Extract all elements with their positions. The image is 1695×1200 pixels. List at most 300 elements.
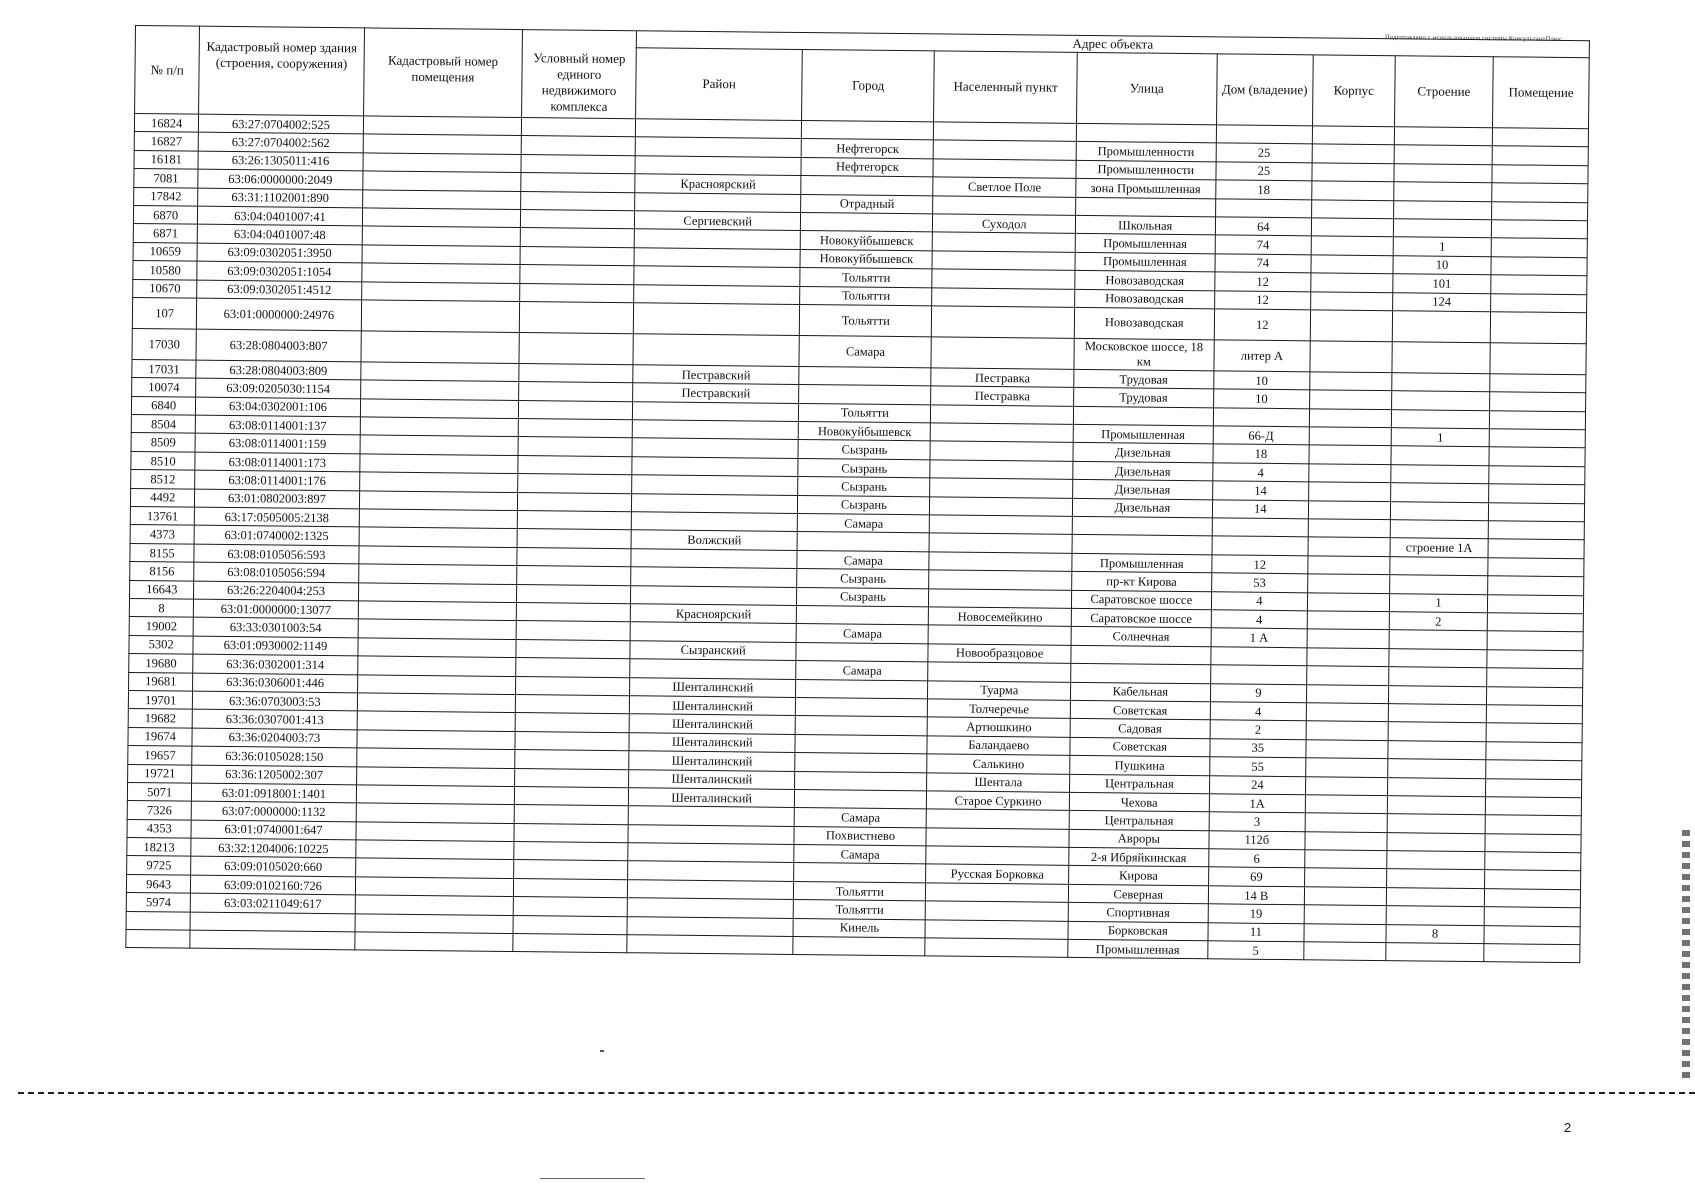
city-cell: Тольятти bbox=[799, 403, 931, 423]
city-cell bbox=[795, 789, 927, 809]
locality-cell bbox=[929, 588, 1072, 608]
room-cell bbox=[1492, 183, 1588, 202]
block-cell bbox=[1308, 574, 1390, 593]
house-cell: 12 bbox=[1211, 555, 1308, 574]
block-cell bbox=[1308, 537, 1390, 556]
room-cadastral-code bbox=[359, 509, 518, 529]
block-cell bbox=[1307, 611, 1389, 630]
row-number: 13761 bbox=[130, 507, 195, 526]
district-cell bbox=[628, 824, 794, 844]
page-number: 2 bbox=[1564, 1120, 1572, 1135]
building-cell bbox=[1390, 520, 1489, 539]
block-cell bbox=[1311, 218, 1393, 237]
room-cadastral-code bbox=[359, 527, 518, 547]
building-cadastral-code: 63:09:0302051:4512 bbox=[197, 280, 361, 300]
building-cell bbox=[1394, 163, 1493, 182]
room-cell bbox=[1492, 220, 1588, 239]
building-cell bbox=[1391, 409, 1490, 428]
locality-cell: Пестравка bbox=[931, 386, 1074, 406]
building-cell bbox=[1391, 391, 1490, 410]
complex-code bbox=[520, 283, 634, 303]
building-cell bbox=[1387, 759, 1486, 778]
registry-table bbox=[125, 25, 1590, 964]
room-cell bbox=[1486, 778, 1582, 797]
district-cell bbox=[631, 512, 797, 532]
complex-code bbox=[513, 915, 627, 935]
block-cell bbox=[1309, 464, 1391, 483]
house-cell: 53 bbox=[1211, 573, 1308, 592]
house-cell: 10 bbox=[1213, 389, 1310, 408]
locality-cell: Толчеречье bbox=[928, 699, 1071, 719]
district-cell bbox=[634, 266, 800, 286]
room-cell bbox=[1484, 925, 1580, 944]
street-cell: Центральная bbox=[1069, 811, 1209, 831]
block-cell bbox=[1306, 703, 1388, 722]
street-cell: Пушкина bbox=[1070, 755, 1210, 775]
house-cell: 64 bbox=[1215, 217, 1312, 236]
complex-code bbox=[516, 676, 630, 696]
district-cell bbox=[635, 119, 801, 139]
locality-cell bbox=[934, 122, 1077, 142]
city-cell bbox=[802, 120, 934, 140]
locality-cell bbox=[933, 159, 1076, 179]
room-cadastral-code bbox=[355, 840, 514, 860]
building-cell bbox=[1388, 667, 1487, 686]
street-cell: Дизельная bbox=[1073, 443, 1213, 463]
complex-code bbox=[515, 805, 629, 825]
city-cell bbox=[799, 385, 931, 405]
building-cadastral-code: 63:36:0703003:53 bbox=[193, 691, 357, 711]
locality-cell bbox=[929, 533, 1072, 553]
house-cell: 14 bbox=[1212, 499, 1309, 518]
complex-code bbox=[521, 210, 635, 230]
district-cell: Шенталинский bbox=[629, 751, 795, 771]
complex-code bbox=[514, 897, 628, 917]
building-cadastral-code: 63:26:2204004:253 bbox=[194, 581, 358, 601]
building-cadastral-code: 63:04:0401007:48 bbox=[198, 225, 362, 245]
room-cell bbox=[1488, 613, 1584, 632]
room-cadastral-code bbox=[358, 546, 517, 566]
row-number: 4353 bbox=[127, 819, 192, 838]
row-number: 5974 bbox=[126, 893, 191, 912]
block-cell bbox=[1312, 163, 1394, 182]
complex-code bbox=[519, 363, 633, 383]
house-cell bbox=[1212, 536, 1309, 555]
street-cell: Московское шоссе, 18 км bbox=[1074, 338, 1214, 370]
scan-edge-marks bbox=[1682, 830, 1690, 1080]
building-cell bbox=[1387, 796, 1486, 815]
street-cell: Трудовая bbox=[1074, 388, 1214, 408]
street-cell: Советская bbox=[1070, 700, 1210, 720]
house-cell: 14 В bbox=[1208, 886, 1305, 905]
room-cadastral-code bbox=[356, 803, 515, 823]
locality-cell bbox=[932, 269, 1075, 289]
street-cell: Промышленности bbox=[1076, 142, 1216, 162]
room-cell bbox=[1485, 889, 1581, 908]
building-cadastral-code: 63:09:0102160:726 bbox=[191, 875, 355, 895]
street-cell: Авроры bbox=[1069, 829, 1209, 849]
locality-cell: Суходол bbox=[933, 214, 1076, 234]
complex-code bbox=[516, 694, 630, 714]
locality-cell bbox=[925, 938, 1068, 958]
city-cell: Самара bbox=[796, 624, 928, 644]
house-cell: 4 bbox=[1211, 591, 1308, 610]
row-number: 6871 bbox=[133, 224, 198, 243]
room-cell bbox=[1485, 833, 1581, 852]
district-cell: Шенталинский bbox=[629, 732, 795, 752]
block-cell bbox=[1305, 813, 1387, 832]
block-cell bbox=[1312, 199, 1394, 218]
district-cell bbox=[631, 585, 797, 605]
row-number: 8509 bbox=[131, 433, 196, 452]
city-cell bbox=[796, 679, 928, 699]
complex-code bbox=[514, 842, 628, 862]
row-number: 16827 bbox=[134, 132, 199, 151]
city-cell bbox=[797, 532, 929, 552]
building-cell bbox=[1394, 127, 1493, 146]
row-number: 8156 bbox=[130, 562, 195, 581]
building-cadastral-code: 63:01:0930002:1149 bbox=[193, 636, 357, 656]
row-number bbox=[126, 929, 191, 948]
locality-cell bbox=[930, 460, 1073, 480]
room-cadastral-code bbox=[363, 153, 522, 173]
street-cell: Солнечная bbox=[1071, 627, 1211, 647]
room-cell bbox=[1491, 256, 1587, 275]
street-cell: Школьная bbox=[1075, 215, 1215, 235]
city-cell: Новокуйбышевск bbox=[799, 422, 931, 442]
building-cell bbox=[1391, 446, 1490, 465]
building-cadastral-code: 63:08:0105056:593 bbox=[194, 544, 358, 564]
building-cadastral-code: 63:33:0301003:54 bbox=[193, 618, 357, 638]
locality-cell bbox=[926, 809, 1069, 829]
row-number: 4373 bbox=[130, 525, 195, 544]
district-cell bbox=[631, 567, 797, 587]
room-cell bbox=[1486, 741, 1582, 760]
complex-code bbox=[516, 621, 630, 641]
room-cell bbox=[1486, 797, 1582, 816]
room-cell bbox=[1487, 705, 1583, 724]
building-cadastral-code: 63:26:1305011:416 bbox=[198, 151, 362, 171]
header-block: Корпус bbox=[1313, 55, 1395, 127]
room-cell bbox=[1487, 668, 1583, 687]
room-cadastral-code bbox=[357, 656, 516, 676]
locality-cell bbox=[930, 441, 1073, 461]
street-cell: Кирова bbox=[1069, 866, 1209, 886]
locality-cell bbox=[925, 919, 1068, 939]
room-cell bbox=[1492, 201, 1588, 220]
district-cell: Красноярский bbox=[630, 604, 796, 624]
building-cell: строение 1А bbox=[1390, 538, 1489, 557]
street-cell: Промышленная bbox=[1072, 553, 1212, 573]
complex-code bbox=[517, 566, 631, 586]
house-cell: 74 bbox=[1215, 254, 1312, 273]
row-number: 16824 bbox=[134, 114, 199, 133]
complex-code bbox=[517, 584, 631, 604]
locality-cell bbox=[930, 478, 1073, 498]
street-cell: Промышленная bbox=[1075, 234, 1215, 254]
row-number: 19657 bbox=[128, 746, 193, 765]
row-number: 10659 bbox=[133, 242, 198, 261]
building-cell bbox=[1393, 219, 1492, 238]
row-number: 16643 bbox=[129, 580, 194, 599]
district-cell bbox=[635, 137, 801, 157]
header-house: Дом (владение) bbox=[1216, 54, 1313, 126]
house-cell: 12 bbox=[1214, 272, 1311, 291]
building-cadastral-code: 63:03:0211049:617 bbox=[191, 893, 355, 913]
block-cell bbox=[1305, 868, 1387, 887]
room-cell bbox=[1490, 410, 1586, 429]
building-cell bbox=[1385, 943, 1484, 962]
building-cadastral-code: 63:17:0505005:2138 bbox=[195, 507, 359, 527]
block-cell bbox=[1310, 341, 1392, 373]
district-cell: Сызранский bbox=[630, 640, 796, 660]
district-cell: Сергиевский bbox=[634, 211, 800, 231]
complex-code bbox=[515, 713, 629, 733]
building-cadastral-code: 63:36:0302001:314 bbox=[193, 654, 357, 674]
building-cell bbox=[1387, 814, 1486, 833]
building-cell bbox=[1387, 832, 1486, 851]
page-footer-separator bbox=[18, 1092, 1695, 1094]
header-building: Строение bbox=[1394, 56, 1493, 128]
row-number: 8510 bbox=[131, 451, 196, 470]
complex-code bbox=[518, 492, 632, 512]
room-cadastral-code bbox=[360, 417, 519, 437]
street-cell: Центральная bbox=[1070, 774, 1210, 794]
locality-cell bbox=[929, 570, 1072, 590]
scan-artifact-dot bbox=[600, 1050, 604, 1052]
room-cadastral-code bbox=[355, 913, 514, 933]
room-cadastral-code bbox=[356, 766, 515, 786]
house-cell: 1А bbox=[1209, 794, 1306, 813]
row-number: 19682 bbox=[128, 709, 193, 728]
locality-cell: Артюшкино bbox=[927, 717, 1070, 737]
block-cell bbox=[1312, 181, 1394, 200]
street-cell bbox=[1071, 645, 1211, 665]
header-num: № п/п bbox=[135, 26, 200, 115]
complex-code bbox=[515, 731, 629, 751]
room-cell bbox=[1490, 374, 1586, 393]
building-cadastral-code: 63:32:1204006:10225 bbox=[191, 838, 355, 858]
complex-code bbox=[519, 400, 633, 420]
building-cadastral-code: 63:09:0205030:1154 bbox=[196, 378, 360, 398]
room-cadastral-code bbox=[357, 638, 516, 658]
room-cadastral-code bbox=[356, 785, 515, 805]
district-cell: Шенталинский bbox=[629, 696, 795, 716]
house-cell: 4 bbox=[1210, 702, 1307, 721]
room-cell bbox=[1488, 594, 1584, 613]
room-cell bbox=[1489, 502, 1585, 521]
locality-cell bbox=[928, 662, 1071, 682]
city-cell: Самара bbox=[794, 845, 926, 865]
building-cadastral-code: 63:36:0204003:73 bbox=[192, 728, 356, 748]
city-cell: Самара bbox=[796, 661, 928, 681]
block-cell bbox=[1310, 372, 1392, 391]
room-cell bbox=[1490, 392, 1586, 411]
complex-code bbox=[517, 529, 631, 549]
district-cell bbox=[634, 284, 800, 304]
street-cell: Чехова bbox=[1069, 792, 1209, 812]
block-cell bbox=[1306, 740, 1388, 759]
building-cadastral-code: 63:28:0804003:807 bbox=[196, 329, 360, 362]
block-cell bbox=[1304, 887, 1386, 906]
house-cell: 9 bbox=[1210, 683, 1307, 702]
street-cell: Дизельная bbox=[1073, 461, 1213, 481]
row-number: 9725 bbox=[127, 856, 192, 875]
street-cell: Дизельная bbox=[1073, 480, 1213, 500]
street-cell: Трудовая bbox=[1074, 369, 1214, 389]
street-cell: 2-я Ибряйкинская bbox=[1069, 847, 1209, 867]
room-cell bbox=[1488, 576, 1584, 595]
house-cell: 18 bbox=[1213, 444, 1310, 463]
building-cell bbox=[1393, 182, 1492, 201]
header-room: Помещение bbox=[1493, 57, 1589, 129]
city-cell bbox=[794, 863, 926, 883]
complex-code bbox=[521, 191, 635, 211]
street-cell: Новозаводская bbox=[1075, 270, 1215, 290]
row-number: 8 bbox=[129, 598, 194, 617]
room-cell bbox=[1487, 649, 1583, 668]
house-cell: 24 bbox=[1209, 775, 1306, 794]
room-cell bbox=[1491, 275, 1587, 294]
street-cell: пр-кт Кирова bbox=[1072, 572, 1212, 592]
locality-cell bbox=[934, 140, 1077, 160]
row-number: 107 bbox=[132, 297, 197, 329]
block-cell bbox=[1309, 409, 1391, 428]
building-cell: 1 bbox=[1391, 428, 1490, 447]
room-cell bbox=[1492, 165, 1588, 184]
building-cell: 101 bbox=[1392, 274, 1491, 293]
house-cell: 4 bbox=[1212, 463, 1309, 482]
room-cadastral-code bbox=[359, 454, 518, 474]
city-cell: Новокуйбышевск bbox=[801, 231, 933, 251]
row-number: 6840 bbox=[131, 396, 196, 415]
house-cell: 112б bbox=[1208, 830, 1305, 849]
block-cell bbox=[1308, 592, 1390, 611]
room-cadastral-code bbox=[355, 858, 514, 878]
house-cell: 74 bbox=[1215, 235, 1312, 254]
house-cell: 66-Д bbox=[1213, 426, 1310, 445]
building-cadastral-code: 63:36:1205002:307 bbox=[192, 765, 356, 785]
building-cell bbox=[1386, 851, 1485, 870]
city-cell: Самара bbox=[799, 335, 931, 367]
locality-cell bbox=[931, 337, 1074, 369]
building-cell bbox=[1389, 556, 1488, 575]
room-cell bbox=[1489, 447, 1585, 466]
row-number: 4492 bbox=[130, 488, 195, 507]
complex-code bbox=[515, 768, 629, 788]
header-district: Район bbox=[636, 48, 803, 121]
block-cell bbox=[1309, 427, 1391, 446]
building-cadastral-code bbox=[190, 930, 354, 950]
street-cell: Северная bbox=[1068, 884, 1208, 904]
city-cell: Кинель bbox=[793, 918, 925, 938]
district-cell bbox=[628, 806, 794, 826]
building-cell: 2 bbox=[1389, 612, 1488, 631]
house-cell: 18 bbox=[1215, 180, 1312, 199]
complex-code bbox=[521, 173, 635, 193]
street-cell: Кабельная bbox=[1071, 682, 1211, 702]
locality-cell: Шентала bbox=[927, 772, 1070, 792]
locality-cell: Светлое Поле bbox=[933, 177, 1076, 197]
block-cell bbox=[1309, 500, 1391, 519]
district-cell bbox=[632, 401, 798, 421]
complex-code bbox=[521, 228, 635, 248]
house-cell: 35 bbox=[1209, 739, 1306, 758]
row-number: 7081 bbox=[134, 169, 199, 188]
building-cadastral-code: 63:27:0704002:562 bbox=[199, 133, 363, 153]
building-cadastral-code: 63:04:0401007:41 bbox=[198, 206, 362, 226]
city-cell: Сызрань bbox=[797, 569, 929, 589]
city-cell bbox=[799, 366, 931, 386]
locality-cell bbox=[932, 306, 1075, 338]
street-cell: Садовая bbox=[1070, 719, 1210, 739]
street-cell: Саратовское шоссе bbox=[1072, 590, 1212, 610]
complex-code bbox=[522, 118, 636, 138]
room-cell bbox=[1487, 686, 1583, 705]
block-cell bbox=[1304, 905, 1386, 924]
complex-code bbox=[518, 474, 632, 494]
building-cadastral-code: 63:06:0000000:2049 bbox=[198, 169, 362, 189]
city-cell: Тольятти bbox=[800, 268, 932, 288]
room-cadastral-code bbox=[363, 134, 522, 154]
block-cell bbox=[1311, 255, 1393, 274]
house-cell: 25 bbox=[1216, 143, 1313, 162]
city-cell bbox=[795, 771, 927, 791]
block-cell bbox=[1304, 942, 1386, 961]
building-cell bbox=[1389, 575, 1488, 594]
house-cell: 6 bbox=[1208, 849, 1305, 868]
locality-cell: Новосемейкино bbox=[929, 607, 1072, 627]
building-cell bbox=[1387, 777, 1486, 796]
locality-cell: Пестравка bbox=[931, 368, 1074, 388]
district-cell bbox=[633, 303, 800, 336]
room-cadastral-code bbox=[356, 748, 515, 768]
building-cadastral-code: 63:04:0302001:106 bbox=[196, 397, 360, 417]
row-number: 10670 bbox=[133, 279, 198, 298]
house-cell bbox=[1216, 125, 1313, 144]
block-cell bbox=[1311, 291, 1393, 310]
locality-cell bbox=[930, 515, 1073, 535]
building-cell: 8 bbox=[1386, 924, 1485, 943]
street-cell: Промышленная bbox=[1075, 252, 1215, 272]
block-cell bbox=[1306, 758, 1388, 777]
row-number: 17842 bbox=[134, 187, 199, 206]
city-cell: Самара bbox=[797, 550, 929, 570]
district-cell bbox=[634, 229, 800, 249]
building-cadastral-code: 63:01:0918001:1401 bbox=[192, 783, 356, 803]
house-cell: литер А bbox=[1213, 340, 1310, 372]
complex-code bbox=[519, 419, 633, 439]
complex-code bbox=[519, 332, 633, 364]
block-cell bbox=[1309, 482, 1391, 501]
city-cell: Сызрань bbox=[798, 477, 930, 497]
city-cell: Тольятти bbox=[800, 286, 932, 306]
street-cell: Новозаводская bbox=[1074, 307, 1214, 339]
street-cell bbox=[1072, 535, 1212, 555]
street-cell bbox=[1073, 406, 1213, 426]
row-number: 6870 bbox=[133, 205, 198, 224]
street-cell: Саратовское шоссе bbox=[1071, 608, 1211, 628]
building-cadastral-code: 63:08:0105056:594 bbox=[194, 562, 358, 582]
district-cell bbox=[634, 247, 800, 267]
document-header-note: Подготовлено с использованием системы КонсультантПлюс bbox=[1384, 34, 1563, 43]
locality-cell bbox=[926, 828, 1069, 848]
street-cell: Дизельная bbox=[1072, 498, 1212, 518]
district-cell: Шенталинский bbox=[629, 714, 795, 734]
room-cadastral-code bbox=[356, 730, 515, 750]
district-cell bbox=[627, 935, 793, 955]
building-cadastral-code: 63:07:0000000:1132 bbox=[192, 801, 356, 821]
